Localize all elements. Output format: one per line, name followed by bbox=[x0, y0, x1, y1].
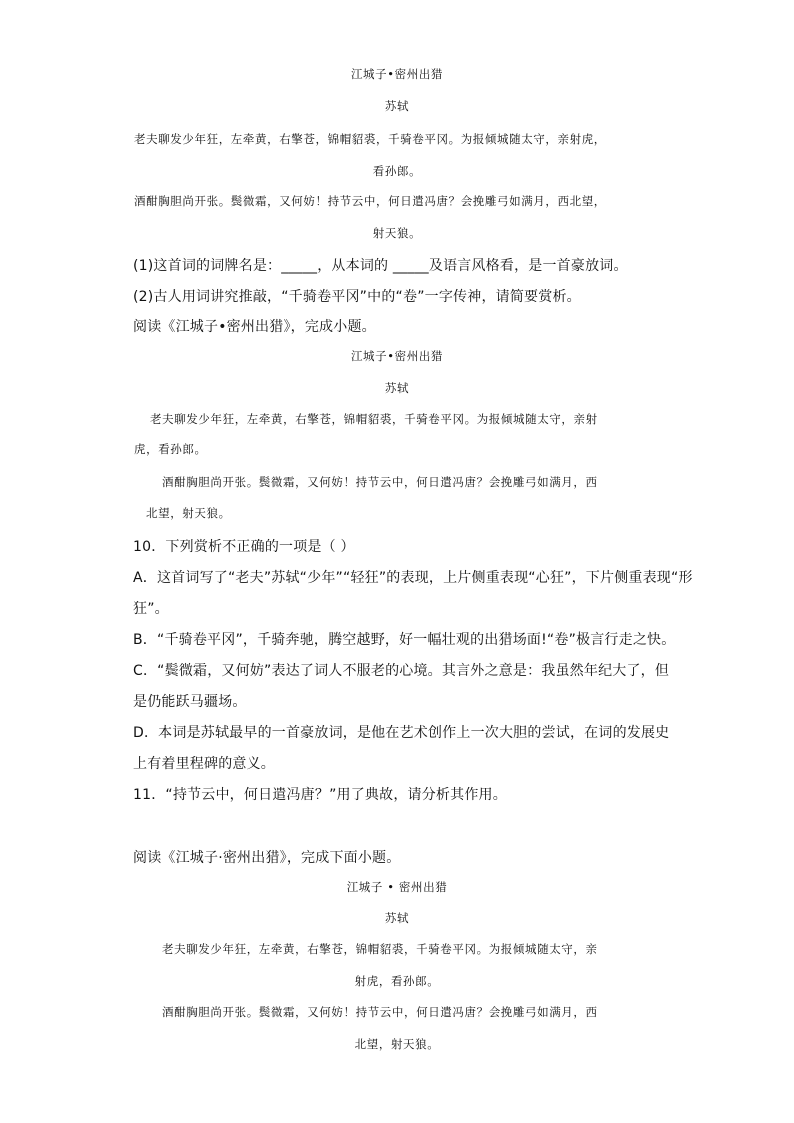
question-1: (1)这首词的词牌名是：_____，从本词的 _____及语言风格看，是一首豪放词。 bbox=[133, 258, 628, 274]
poem-line: 北望，射天狼。 bbox=[354, 1037, 440, 1051]
reading-intro: 阅读《江城子•密州出猎》，完成小题。 bbox=[133, 319, 376, 335]
poem-line: 射虎，看孙郎。 bbox=[354, 974, 440, 988]
reading-intro: 阅读《江城子·密州出猎》，完成下面小题。 bbox=[133, 850, 401, 866]
option-a: A．这首词写了“老夫”苏轼“少年”“轻狂”的表现，上片侧重表现“心狂”，下片侧重表现“形 bbox=[133, 570, 693, 586]
poem-line: 酒酣胸胆尚开张。鬓微霜，又何妨！持节云中，何日遣冯唐？会挽雕弓如满月，西 bbox=[162, 1005, 598, 1019]
question-10: 10．下列赏析不正确的一项是（ ） bbox=[133, 539, 355, 555]
option-c-cont: 是仍能跃马疆场。 bbox=[133, 694, 247, 710]
poem-line: 老夫聊发少年狂，左牵黄，右擎苍，锦帽貂裘，千骑卷平冈。为报倾城随太守，亲 bbox=[162, 942, 598, 956]
poem-author: 苏轼 bbox=[384, 381, 410, 395]
option-a-cont: 狂”。 bbox=[133, 601, 169, 617]
poem-title: 江城子•密州出猎 bbox=[350, 349, 444, 363]
poem-line: 老夫聊发少年狂，左牵黄，右擎苍，锦帽貂裘，千骑卷平冈。为报倾城随太守，亲射 bbox=[150, 412, 598, 426]
poem-title: 江城子 • 密州出猎 bbox=[346, 880, 448, 894]
poem-line: 虎，看孙郎。 bbox=[134, 442, 207, 456]
option-c: C．“鬓微霜，又何妨”表达了词人不服老的心境。其言外之意是：我虽然年纪大了，但 bbox=[133, 663, 670, 679]
poem-line: 酒酣胸胆尚开张。鬓微霜，又何妨！持节云中，何日遣冯唐？会挽雕弓如满月，西北望， bbox=[134, 194, 606, 208]
poem-title: 江城子•密州出猎 bbox=[350, 67, 444, 81]
poem-line: 老夫聊发少年狂，左牵黄，右擎苍，锦帽貂裘，千骑卷平冈。为报倾城随太守，亲射虎， bbox=[134, 132, 606, 146]
option-d-cont: 上有着里程碑的意义。 bbox=[133, 756, 275, 772]
poem-line: 酒酣胸胆尚开张。鬓微霜，又何妨！持节云中，何日遣冯唐？会挽雕弓如满月，西 bbox=[162, 475, 598, 489]
poem-line: 看孙郎。 bbox=[372, 164, 422, 178]
question-2: (2)古人用词讲究推敲，“千骑卷平冈”中的“卷”一字传神，请简要赏析。 bbox=[133, 289, 581, 305]
poem-line: 射天狼。 bbox=[372, 226, 422, 240]
question-11: 11．“持节云中，何日遣冯唐？”用了典故，请分析其作用。 bbox=[133, 787, 507, 803]
option-d: D．本词是苏轼最早的一首豪放词，是他在艺术创作上一次大胆的尝试，在词的发展史 bbox=[133, 725, 670, 741]
poem-author: 苏轼 bbox=[384, 911, 410, 925]
poem-author: 苏轼 bbox=[384, 99, 410, 113]
option-b: B．“千骑卷平冈”，千骑奔驰，腾空越野，好一幅壮观的出猎场面!“卷”极言行走之快。 bbox=[133, 632, 676, 648]
poem-line: 北望，射天狼。 bbox=[146, 506, 231, 520]
